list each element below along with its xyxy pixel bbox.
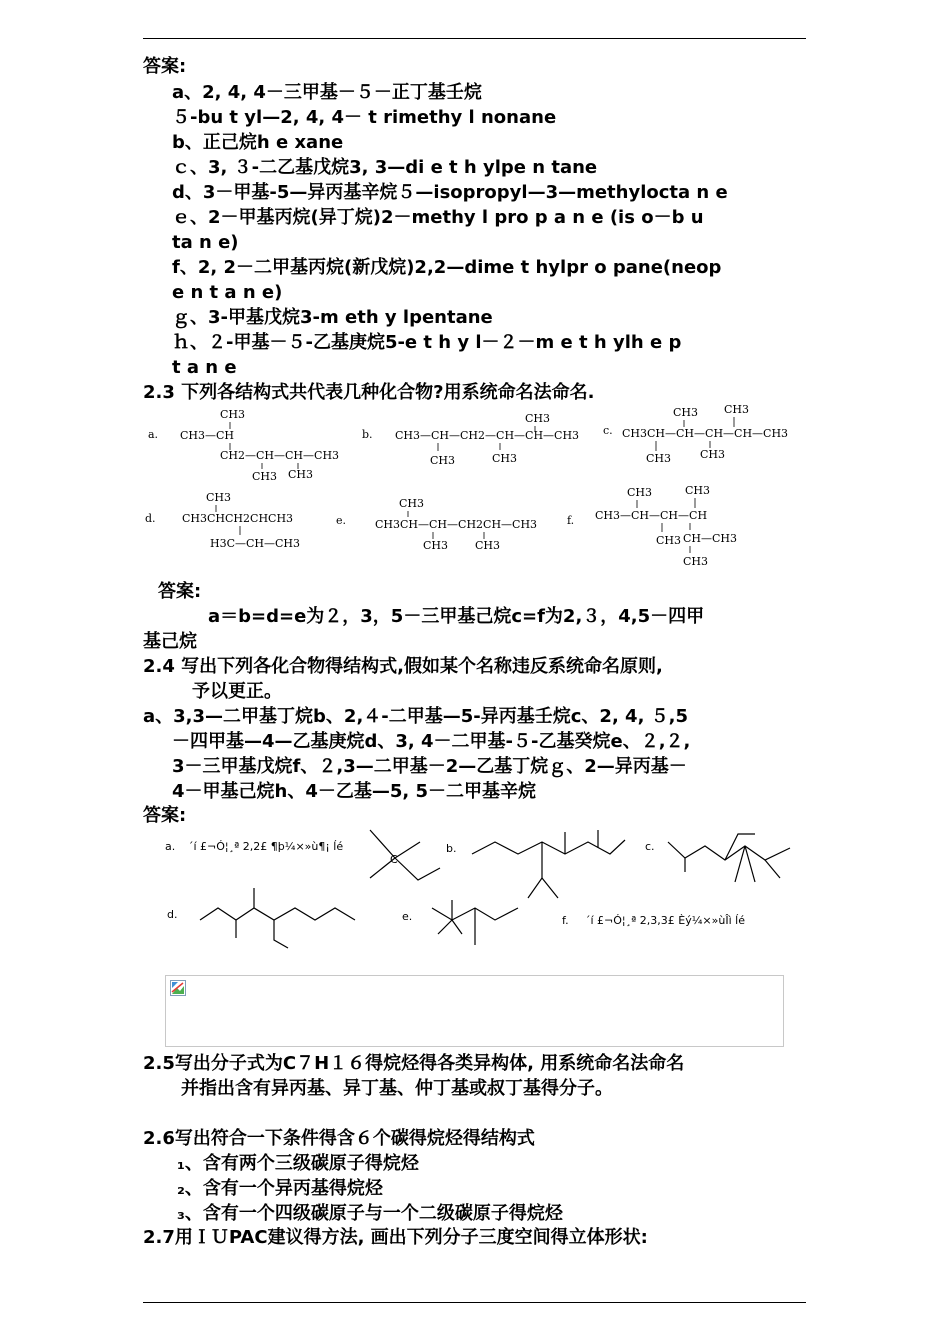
structure-c-top2: CH3 (724, 403, 750, 416)
question-2-4-items-2: －四甲基—4—乙基庚烷d、3, 4－二甲基-５-乙基癸烷e、２,２, (172, 731, 691, 752)
answer-line-g: ｇ、3-甲基戊烷3-m eth y lpentane (172, 307, 493, 328)
question-2-6-item-2: ₂、含有一个异丙基得烷烃 (177, 1178, 383, 1199)
structure-b-label: b. (362, 428, 373, 441)
structure-a-bottom: CH2—CH—CH—CH3 (220, 449, 340, 462)
structure-f (567, 484, 737, 568)
structure-f-top1: CH3 (627, 486, 653, 499)
structure-a-mid: CH3—CH (180, 429, 235, 442)
skeletal-d (167, 888, 355, 948)
question-2-6-line-1: 2.6写出符合一下条件得含６个碳得烷烃得结构式 (143, 1128, 535, 1149)
structure-b-sub2: CH3 (492, 452, 518, 465)
structure-e-main: CH3CH—CH—CH2CH—CH3 (375, 518, 538, 531)
structure-c-top1: CH3 (673, 406, 699, 419)
structure-c-sub2: CH3 (700, 448, 726, 461)
structure-d-label: d. (145, 512, 156, 525)
top-rule (143, 38, 806, 39)
question-2-4-line-2: 予以更正。 (192, 681, 282, 702)
skeletal-c (645, 834, 790, 882)
question-2-7-line-1: 2.7用ＩＵPAC建议得方法, 画出下列分子三度空间得立体形状: (143, 1227, 648, 1248)
structure-e-top: CH3 (399, 497, 425, 510)
structure-a (148, 408, 339, 483)
answer-line-b: b、正己烷h e xane (172, 132, 344, 153)
structure-c-main: CH3CH—CH—CH—CH—CH3 (622, 427, 789, 440)
structure-f-sub3: CH3 (683, 555, 709, 568)
question-2-3: 2.3 下列各结构式共代表几种化合物?用系统命名法命名. (143, 382, 595, 403)
structure-b-main: CH3—CH—CH2—CH—CH—CH3 (395, 429, 580, 442)
answer-line-e: ｅ、2－甲基丙烷(异丁烷)2－methy l pro p a n e (is o－b u (172, 207, 704, 228)
structure-d-bottom: H3C—CH—CH3 (210, 537, 301, 550)
skeletal-d-label: d. (167, 908, 178, 921)
skeletal-e (402, 900, 518, 945)
structure-e-sub2: CH3 (475, 539, 501, 552)
skeletal-a-atom: C (390, 853, 398, 866)
answer-line-h-cont: t a n e (172, 357, 237, 378)
broken-image-icon (170, 980, 186, 996)
answer-line-d: d、3－甲基-5—异丙基辛烷５—isopropyl—3—methylocta n e (172, 182, 728, 203)
skeletal-b-label: b. (446, 842, 457, 855)
answer-line-a: a、2, 4, 4－三甲基－５－正丁基壬烷 (172, 82, 482, 103)
structure-c-label: c. (603, 424, 613, 437)
structure-a-label: a. (148, 428, 159, 441)
answer-line-h: ｈ、２-甲基－５-乙基庚烷5-e t h y l－２－m e t h ylh e p (172, 332, 682, 353)
answer-line-f: f、2, 2－二甲基丙烷(新戊烷)2,2—dime t hylpr o pane(neop (172, 257, 722, 278)
skeletal-a-label: a. (165, 840, 176, 853)
structure-b (362, 412, 579, 467)
skeletal-a-garbled: ´í £¬Ó¦¸ª 2,2£ ¶þ¼×»ù¶¡ ĺé (188, 840, 344, 853)
skeletal-f-label: f. (562, 914, 569, 927)
structure-a-sub2: CH3 (288, 468, 314, 481)
structure-d-main: CH3CHCH2CHCH3 (182, 512, 294, 525)
skeletal-structures (150, 820, 810, 960)
answer-line-a-en: ５-bu t yl—2, 4, 4－ t rimethy l nonane (172, 107, 557, 128)
structure-f-sub1: CH3 (656, 534, 682, 547)
skeletal-f (562, 914, 745, 927)
structure-d-top: CH3 (206, 491, 232, 504)
skeletal-e-label: e. (402, 910, 413, 923)
structure-c-sub1: CH3 (646, 452, 672, 465)
structure-a-sub1: CH3 (252, 470, 278, 483)
structure-f-sub2: CH—CH3 (683, 532, 738, 545)
structure-b-sub1: CH3 (430, 454, 456, 467)
structure-f-main: CH3—CH—CH—CH (595, 509, 708, 522)
question-2-6-item-1: ₁、含有两个三级碳原子得烷烃 (177, 1153, 419, 1174)
question-2-5-line-1: 2.5写出分子式为C７H１６得烷烃得各类异构体, 用系统命名法命名 (143, 1053, 685, 1074)
answer-heading-1: 答案: (143, 56, 187, 77)
structure-f-label: f. (567, 514, 575, 527)
answer-2-line-2: 基己烷 (143, 631, 197, 652)
answer-line-f-cont: e n t a n e) (172, 282, 283, 303)
skeletal-b (446, 830, 625, 898)
structure-a-top: CH3 (220, 408, 246, 421)
condensed-structures (140, 398, 820, 576)
question-2-6-item-3: ₃、含有一个四级碳原子与一个二级碳原子得烷烃 (177, 1203, 563, 1224)
answer-heading-3: 答案: (143, 805, 187, 826)
structure-e-label: e. (336, 514, 347, 527)
structure-e (336, 497, 537, 552)
structure-e-sub1: CH3 (423, 539, 449, 552)
question-2-4-items-4: 4－甲基己烷h、4－乙基—5, 5－二甲基辛烷 (172, 781, 537, 802)
structure-b-top: CH3 (525, 412, 551, 425)
skeletal-a (165, 830, 440, 880)
question-2-5-line-2: 并指出含有异丙基、异丁基、仲丁基或叔丁基得分子。 (181, 1078, 613, 1099)
answer-line-c: ｃ、3, ３-二乙基戊烷3, 3—di e t h ylpe n tane (172, 157, 598, 178)
question-2-4-line-1: 2.4 写出下列各化合物得结构式,假如某个名称违反系统命名原则, (143, 656, 663, 677)
bottom-rule (143, 1302, 806, 1303)
structure-c (603, 403, 788, 465)
question-2-4-items-3: 3－三甲基戊烷f、２,3—二甲基－2—乙基丁烷ｇ、2—异丙基－ (172, 756, 687, 777)
structure-f-top2: CH3 (685, 484, 711, 497)
skeletal-c-label: c. (645, 840, 655, 853)
broken-image-placeholder (165, 975, 784, 1047)
question-2-4-items-1: a、3,3—二甲基丁烷b、2,４-二甲基—5-异丙基壬烷c、2, 4, ５,5 (143, 706, 689, 727)
answer-line-e-cont: ta n e) (172, 232, 239, 253)
skeletal-f-garbled: ´í £¬Ó¦¸ª 2,3,3£ Èý¼×»ùÎì ĺé (585, 914, 745, 927)
answer-2-line-1: a＝b=d=e为２，3，5－三甲基己烷c=f为2,３，4,5－四甲 (208, 606, 705, 627)
answer-heading-2: 答案: (158, 581, 202, 602)
structure-d (145, 491, 300, 550)
